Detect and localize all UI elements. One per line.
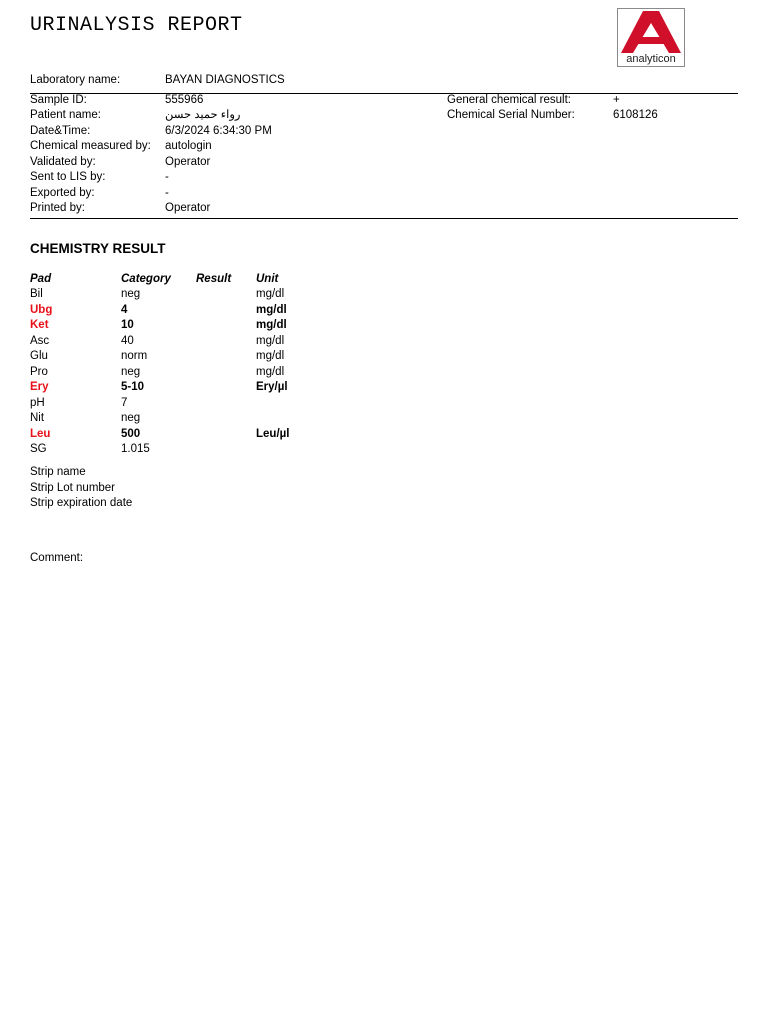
sent-to-lis-value: - bbox=[165, 171, 169, 183]
column-header-pad: Pad bbox=[30, 273, 52, 285]
pad-unit: mg/dl bbox=[256, 366, 285, 378]
pad-category: neg bbox=[121, 412, 141, 424]
pad-name: pH bbox=[30, 397, 45, 409]
pad-unit: mg/dl bbox=[256, 304, 287, 316]
header-divider-bottom bbox=[30, 218, 738, 219]
chemical-serial-number-value: 6108126 bbox=[613, 109, 658, 121]
pad-category: 10 bbox=[121, 319, 134, 331]
pad-category: 5-10 bbox=[121, 381, 145, 393]
logo-text: analyticon bbox=[626, 53, 676, 65]
chemical-serial-number-label: Chemical Serial Number: bbox=[447, 109, 575, 121]
chemistry-section-title: CHEMISTRY RESULT bbox=[30, 241, 166, 256]
sent-to-lis-label: Sent to LIS by: bbox=[30, 171, 106, 183]
pad-name: Nit bbox=[30, 412, 45, 424]
strip-lot-number-label: Strip Lot number bbox=[30, 482, 116, 494]
pad-name: Bil bbox=[30, 288, 43, 300]
pad-category: 4 bbox=[121, 304, 128, 316]
pad-name: Ery bbox=[30, 381, 49, 393]
report-title: URINALYSIS REPORT bbox=[30, 14, 243, 37]
pad-category: 1.015 bbox=[121, 443, 150, 455]
comment-label: Comment: bbox=[30, 552, 84, 564]
pad-category: neg bbox=[121, 366, 141, 378]
pad-name: SG bbox=[30, 443, 47, 455]
exported-by-value: - bbox=[165, 187, 169, 199]
chemical-measured-by-value: autologin bbox=[165, 140, 212, 152]
strip-name-label: Strip name bbox=[30, 466, 86, 478]
exported-by-label: Exported by: bbox=[30, 187, 95, 199]
validated-by-value: Operator bbox=[165, 156, 211, 168]
patient-name-value: رواء حميد حسن bbox=[165, 109, 241, 121]
printed-by-value: Operator bbox=[165, 202, 211, 214]
strip-expiration-date-label: Strip expiration date bbox=[30, 497, 133, 509]
pad-category: 500 bbox=[121, 428, 141, 440]
lab-name-label: Laboratory name: bbox=[30, 74, 121, 86]
sample-id-label: Sample ID: bbox=[30, 94, 87, 106]
pad-name: Leu bbox=[30, 428, 51, 440]
analyticon-logo-icon bbox=[621, 11, 681, 53]
pad-unit: mg/dl bbox=[256, 319, 287, 331]
general-chemical-result-value: + bbox=[613, 94, 620, 106]
pad-unit: Leu/µl bbox=[256, 428, 290, 440]
pad-name: Ket bbox=[30, 319, 49, 331]
pad-name: Glu bbox=[30, 350, 48, 362]
pad-unit: Ery/µl bbox=[256, 381, 288, 393]
datetime-value: 6/3/2024 6:34:30 PM bbox=[165, 125, 272, 137]
validated-by-label: Validated by: bbox=[30, 156, 96, 168]
pad-category: 40 bbox=[121, 335, 134, 347]
analyticon-logo bbox=[617, 8, 685, 67]
pad-unit: mg/dl bbox=[256, 288, 285, 300]
pad-category: neg bbox=[121, 288, 141, 300]
column-header-category: Category bbox=[121, 273, 171, 285]
column-header-result: Result bbox=[196, 273, 232, 285]
pad-name: Pro bbox=[30, 366, 48, 378]
general-chemical-result-label: General chemical result: bbox=[447, 94, 571, 106]
patient-name-label: Patient name: bbox=[30, 109, 101, 121]
header-divider-top bbox=[30, 93, 738, 94]
pad-unit: mg/dl bbox=[256, 350, 285, 362]
pad-unit: mg/dl bbox=[256, 335, 285, 347]
pad-name: Asc bbox=[30, 335, 50, 347]
column-header-unit: Unit bbox=[256, 273, 279, 285]
chemical-measured-by-label: Chemical measured by: bbox=[30, 140, 151, 152]
pad-category: 7 bbox=[121, 397, 128, 409]
pad-name: Ubg bbox=[30, 304, 53, 316]
datetime-label: Date&Time: bbox=[30, 125, 91, 137]
printed-by-label: Printed by: bbox=[30, 202, 85, 214]
pad-category: norm bbox=[121, 350, 148, 362]
lab-name-value: BAYAN DIAGNOSTICS bbox=[165, 74, 285, 86]
sample-id-value: 555966 bbox=[165, 94, 204, 106]
